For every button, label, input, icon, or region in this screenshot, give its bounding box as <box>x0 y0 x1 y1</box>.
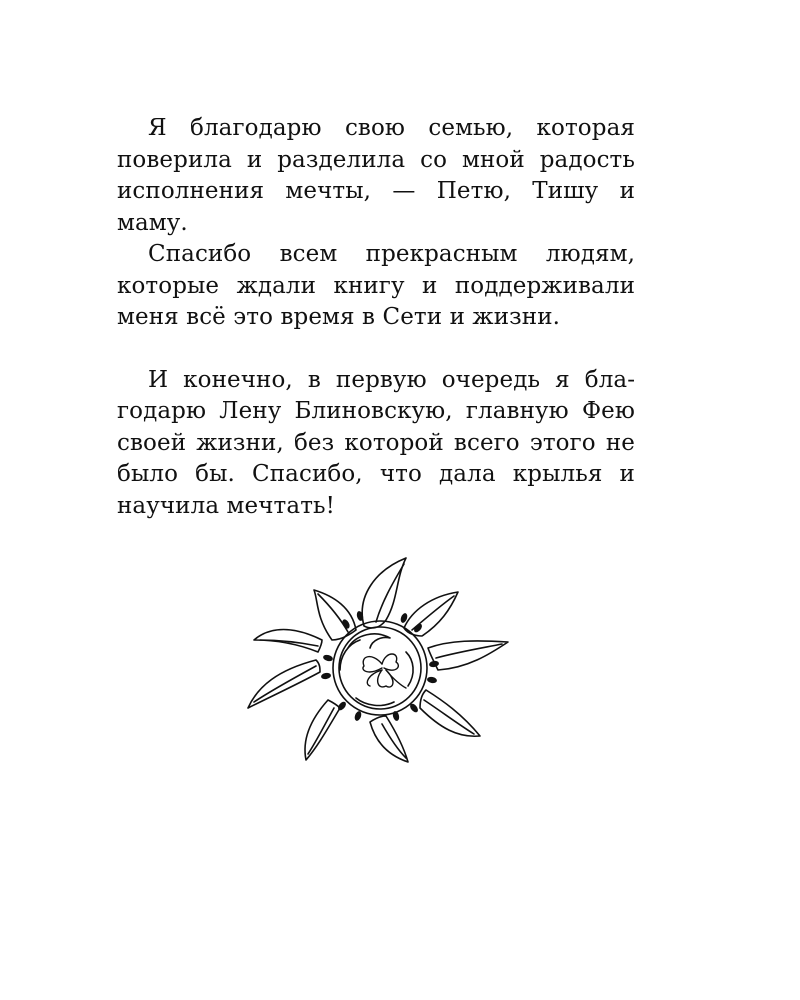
paragraph-family: Я благодарю свою семью, которая поверила и разделила со мной радость исполнения мечты, — Петю, Тишу и маму. <box>117 115 635 236</box>
paragraph-people: Спасибо всем прекрасным людям, которые ждали книгу и поддерживали меня всё это время в Сети и жизни. <box>117 241 635 330</box>
sun-flower-ornament-icon <box>236 548 526 768</box>
acknowledgements-text <box>117 113 635 522</box>
paragraph-lena: И конечно, в первую очередь я благодарю Лену Блиновскую, главную Фею своей жизни, без которой всего этого не было бы. Спасибо, что дала крылья и научила мечтать! <box>117 366 635 519</box>
